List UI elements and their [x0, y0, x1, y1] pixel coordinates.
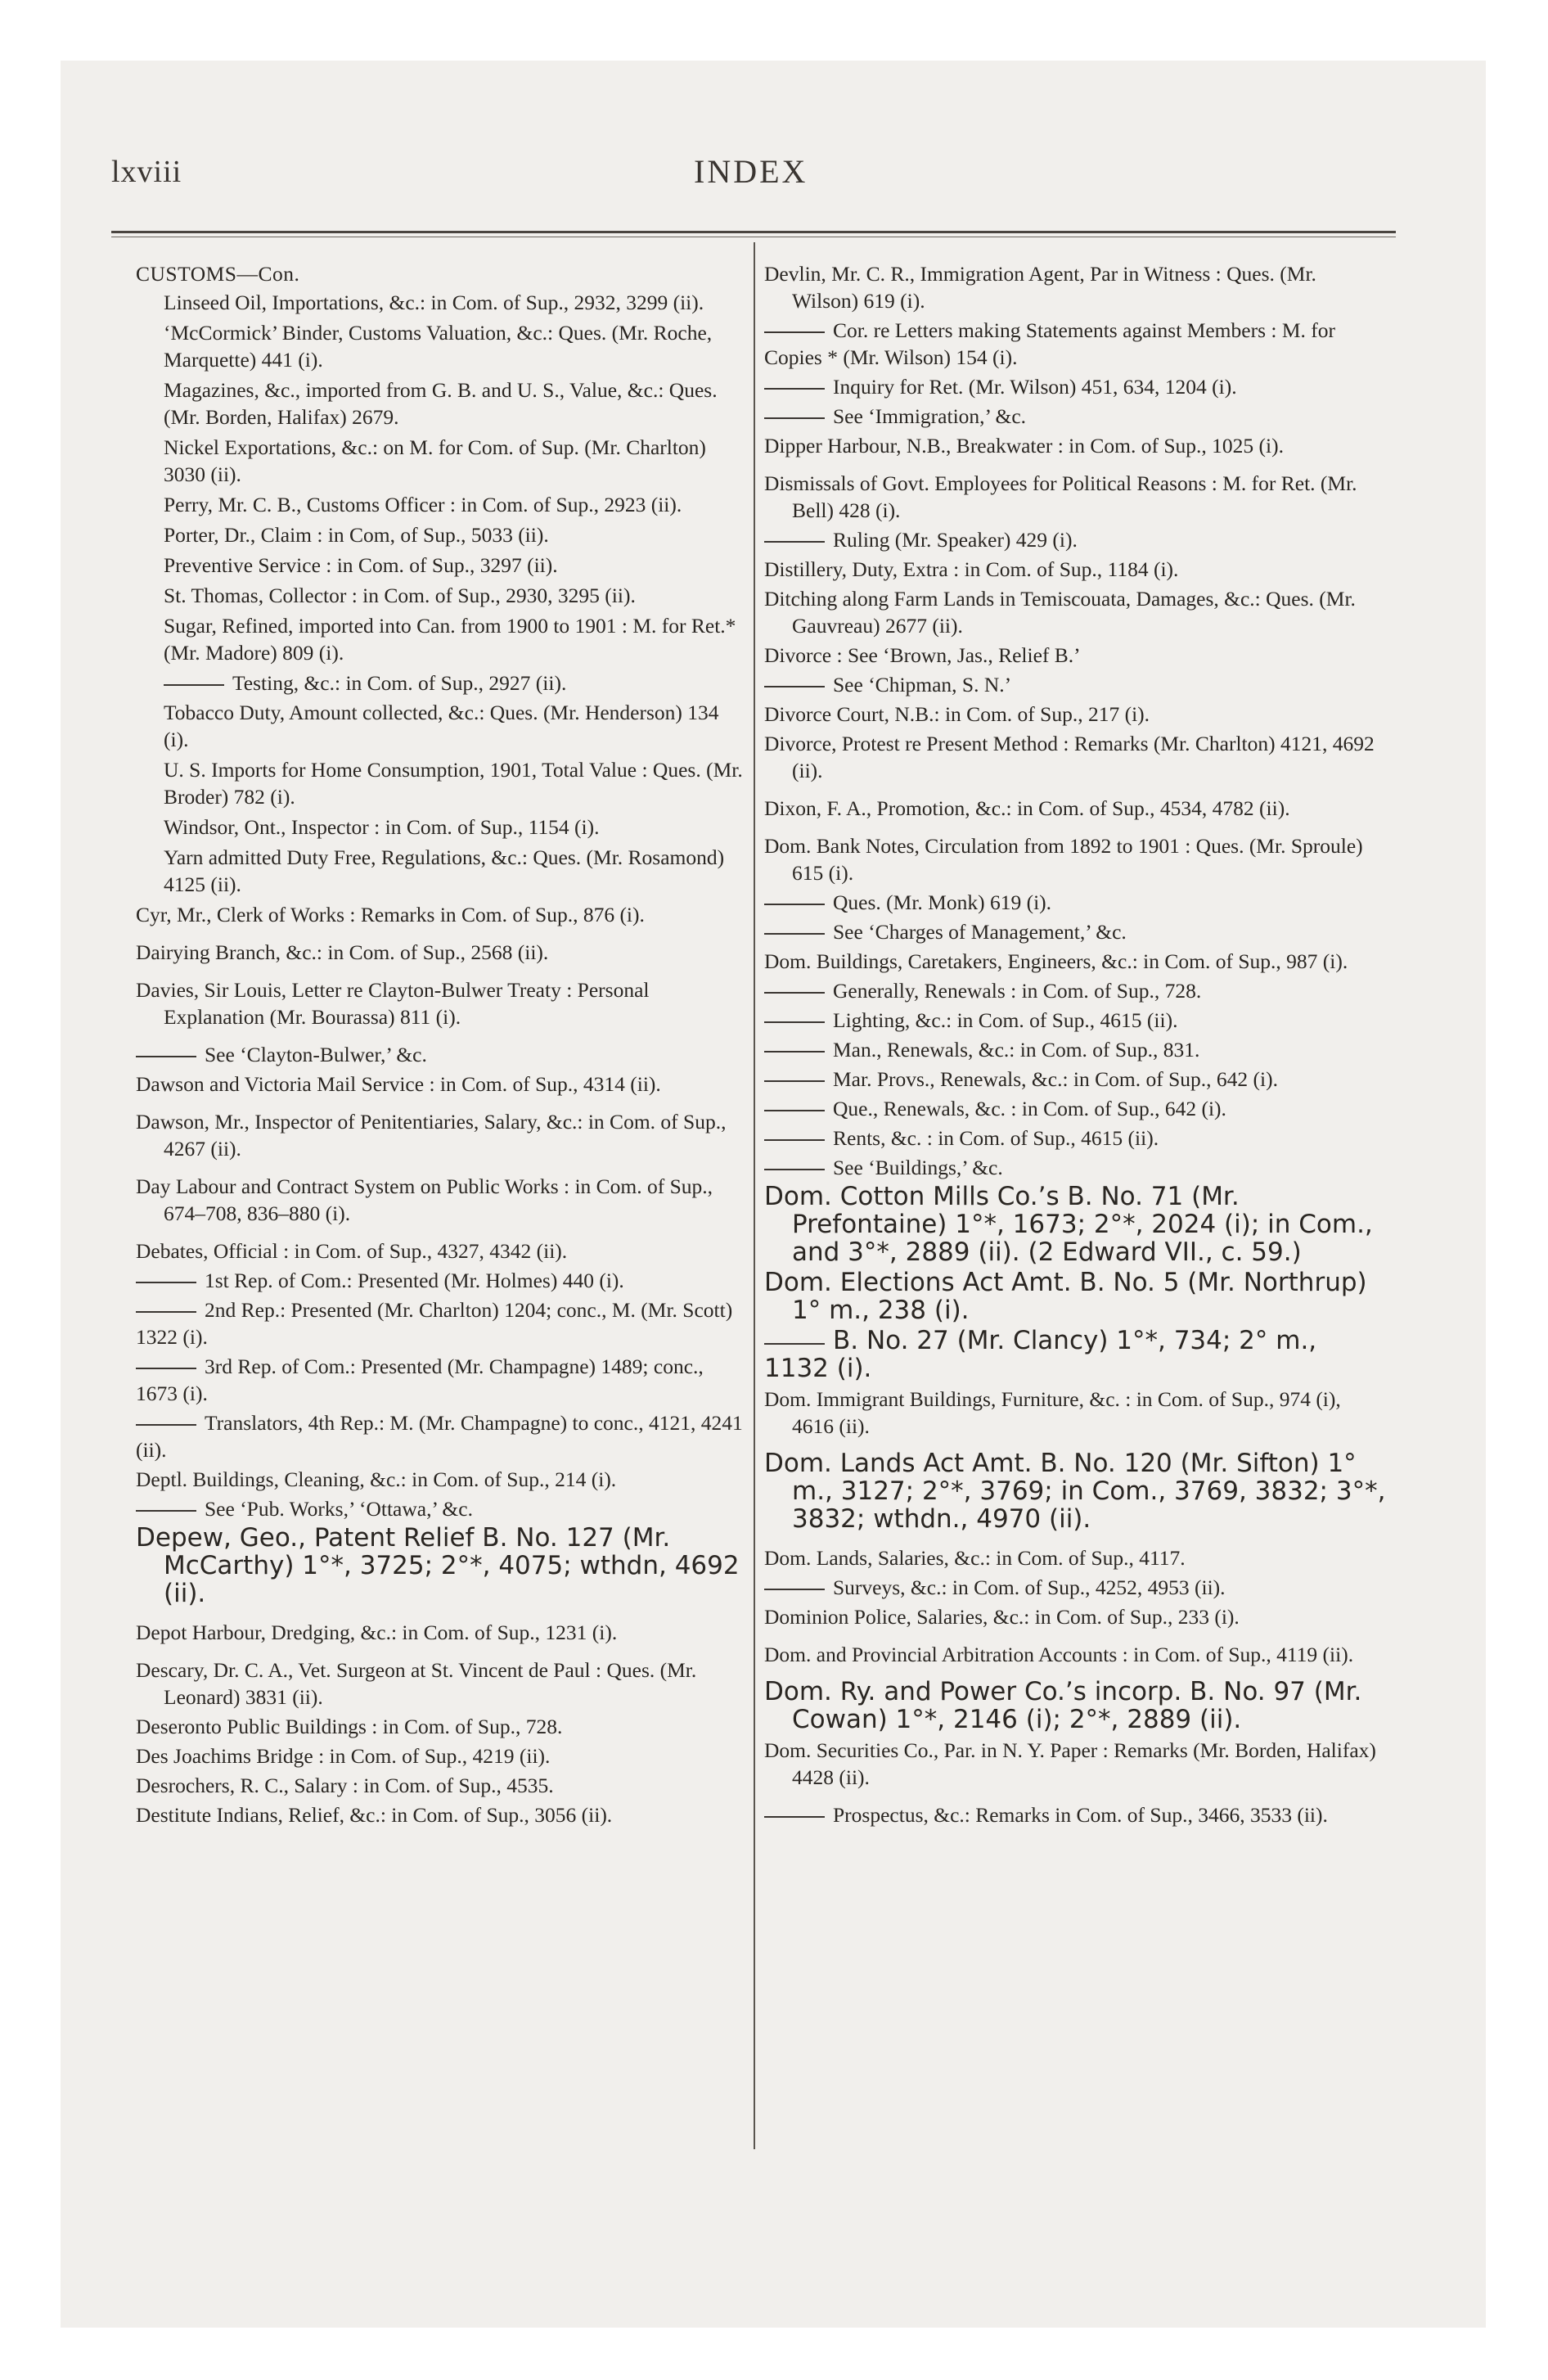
index-entry-text: Des Joachims Bridge : in Com. of Sup., 4219 (ii). — [136, 1744, 551, 1768]
ditto-dash — [764, 1169, 825, 1170]
index-entry-text: Sugar, Refined, imported into Can. from 1900 to 1901 : M. for Ret.* (Mr. Madore) 809 (i). — [164, 614, 736, 665]
ditto-dash — [136, 1424, 196, 1426]
index-entry — [764, 1036, 1386, 1063]
index-entry — [136, 699, 746, 753]
index-entry — [764, 795, 1386, 822]
index-entry — [764, 1737, 1386, 1791]
index-entry-text: Linseed Oil, Importations, &c.: in Com. of Sup., 2932, 3299 (ii). — [164, 291, 704, 314]
index-entry — [136, 1742, 746, 1769]
index-entry-text: Divorce, Protest re Present Method : Remarks (Mr. Charlton) 4121, 4692 (ii). — [764, 732, 1375, 782]
index-entry — [764, 1574, 1386, 1601]
ditto-dash — [764, 1080, 825, 1082]
index-entry-text: Dom. Elections Act Amt. B. No. 5 (Mr. Northrup) 1° m., 238 (i). — [764, 1268, 1367, 1325]
ditto-dash — [164, 684, 224, 686]
index-entry — [136, 1267, 746, 1294]
index-entry — [764, 1154, 1386, 1181]
index-entry-text: Testing, &c.: in Com. of Sup., 2927 (ii). — [232, 671, 567, 695]
index-entry-text: Dom. Cotton Mills Co.’s B. No. 71 (Mr. Prefontaine) 1°*, 1673; 2°*, 2024 (i); in Com., and 3°*, 2889 (ii). (2 Edward VII., c. 59.) — [764, 1182, 1373, 1267]
index-entry-text: Deptl. Buildings, Cleaning, &c.: in Com. of Sup., 214 (i). — [136, 1467, 617, 1491]
index-entry — [764, 918, 1386, 945]
ditto-dash — [764, 1110, 825, 1111]
index-entry — [136, 1772, 746, 1799]
index-entry — [136, 1173, 746, 1227]
index-entry-text: Mar. Provs., Renewals, &c.: in Com. of Sup., 642 (i). — [833, 1067, 1278, 1091]
index-entry — [764, 1095, 1386, 1122]
index-entry — [764, 317, 1386, 371]
index-entry-text: See ‘Charges of Management,’ &c. — [833, 920, 1127, 944]
index-entry-text: Windsor, Ont., Inspector : in Com. of Sup., 1154 (i). — [164, 815, 600, 839]
index-entry — [764, 1450, 1386, 1534]
index-entry-text: 3rd Rep. of Com.: Presented (Mr. Champagne) 1489; conc., 1673 (i). — [136, 1355, 704, 1405]
index-entry — [136, 1657, 746, 1711]
index-entry — [764, 260, 1386, 314]
index-entry — [764, 373, 1386, 400]
index-entry — [764, 730, 1386, 784]
index-entry — [136, 319, 746, 373]
index-entry — [136, 1495, 746, 1522]
index-entry-text: Lighting, &c.: in Com. of Sup., 4615 (ii). — [833, 1008, 1178, 1032]
ditto-dash — [764, 417, 825, 419]
index-entry-text: Dominion Police, Salaries, &c.: in Com. of Sup., 233 (i). — [764, 1605, 1240, 1629]
index-entry-text: B. No. 27 (Mr. Clancy) 1°*, 734; 2° m., 1132 (i). — [764, 1326, 1317, 1383]
page-title: INDEX — [694, 153, 808, 190]
index-entry-text: Depew, Geo., Patent Relief B. No. 127 (Mr. McCarthy) 1°*, 3725; 2°*, 4075; wthdn, 4692 (ii). — [136, 1523, 740, 1608]
index-entry — [764, 832, 1386, 886]
index-entry-text: Dom. and Provincial Arbitration Accounts : in Com. of Sup., 4119 (ii). — [764, 1643, 1354, 1666]
index-entry-text: U. S. Imports for Home Consumption, 1901, Total Value : Ques. (Mr. Broder) 782 (i). — [164, 758, 743, 809]
index-entry-text: Nickel Exportations, &c.: on M. for Com. of Sup. (Mr. Charlton) 3030 (ii). — [164, 435, 706, 486]
index-entry-text: Depot Harbour, Dredging, &c.: in Com. of Sup., 1231 (i). — [136, 1620, 618, 1644]
index-entry — [764, 977, 1386, 1004]
index-entry-text: 2nd Rep.: Presented (Mr. Charlton) 1204; conc., M. (Mr. Scott) 1322 (i). — [136, 1298, 733, 1349]
column-divider — [754, 242, 755, 2149]
left-entries — [136, 289, 746, 1828]
index-entry-text: Yarn admitted Duty Free, Regulations, &c.: Ques. (Mr. Rosamond) 4125 (ii). — [164, 845, 725, 896]
index-entry-text: Perry, Mr. C. B., Customs Officer : in Com. of Sup., 2923 (ii). — [164, 493, 682, 516]
index-entry — [764, 1183, 1386, 1267]
index-entry — [764, 470, 1386, 524]
index-entry — [764, 1269, 1386, 1325]
index-entry-text: See ‘Pub. Works,’ ‘Ottawa,’ &c. — [205, 1497, 473, 1521]
index-entry — [136, 669, 746, 696]
index-entry-text: Dom. Lands, Salaries, &c.: in Com. of Sup., 4117. — [764, 1546, 1186, 1570]
index-entry-text: Distillery, Duty, Extra : in Com. of Sup., 1184 (i). — [764, 557, 1179, 581]
index-entry-text: Day Labour and Contract System on Public Works : in Com. of Sup., 674–708, 836–880 (i). — [136, 1174, 713, 1225]
ditto-dash — [764, 1589, 825, 1590]
index-entry-text: Dawson and Victoria Mail Service : in Com. of Sup., 4314 (ii). — [136, 1072, 661, 1096]
ditto-dash — [136, 1282, 196, 1283]
index-entry-text: Cor. re Letters making Statements against Members : M. for Copies * (Mr. Wilson) 154 (i). — [764, 318, 1335, 369]
index-entry — [764, 432, 1386, 459]
index-entry-text: Davies, Sir Louis, Letter re Clayton-Bulwer Treaty : Personal Explanation (Mr. Bourassa) 811 (i). — [136, 978, 650, 1029]
index-entry-text: Dom. Buildings, Caretakers, Engineers, &c.: in Com. of Sup., 987 (i). — [764, 949, 1348, 973]
index-entry — [136, 976, 746, 1030]
right-column — [764, 260, 1386, 1831]
index-entry — [136, 814, 746, 841]
index-entry — [764, 1125, 1386, 1152]
index-entry-text: Ques. (Mr. Monk) 619 (i). — [833, 890, 1052, 914]
index-entry — [136, 612, 746, 666]
index-entry-text: Deseronto Public Buildings : in Com. of Sup., 728. — [136, 1715, 563, 1738]
index-entry-text: Descary, Dr. C. A., Vet. Surgeon at St. Vincent de Paul : Ques. (Mr. Leonard) 3831 (ii). — [136, 1658, 697, 1709]
index-entry — [136, 1619, 746, 1646]
index-entry — [136, 1466, 746, 1493]
index-entry — [136, 491, 746, 518]
ditto-dash — [764, 1816, 825, 1818]
index-entry-text: Destitute Indians, Relief, &c.: in Com. of Sup., 3056 (ii). — [136, 1803, 613, 1827]
ditto-dash — [136, 1056, 196, 1057]
page-number: lxviii — [111, 155, 182, 189]
index-entry-text: Porter, Dr., Claim : in Com, of Sup., 5033 (ii). — [164, 523, 549, 547]
index-entry — [764, 1679, 1386, 1734]
index-entry — [136, 901, 746, 928]
index-entry-text: St. Thomas, Collector : in Com. of Sup., 2930, 3295 (ii). — [164, 584, 636, 607]
index-entry-text: 1st Rep. of Com.: Presented (Mr. Holmes) 440 (i). — [205, 1269, 624, 1292]
index-entry-text: Divorce : See ‘Brown, Jas., Relief B.’ — [764, 643, 1081, 667]
index-entry — [764, 671, 1386, 698]
index-entry — [136, 844, 746, 898]
ditto-dash — [764, 992, 825, 994]
index-entry-text: Preventive Service : in Com. of Sup., 3297 (ii). — [164, 553, 558, 577]
index-entry — [764, 556, 1386, 583]
index-entry-text: Dismissals of Govt. Employees for Political Reasons : M. for Ret. (Mr. Bell) 428 (i). — [764, 471, 1357, 522]
index-entry-text: Dom. Bank Notes, Circulation from 1892 to 1901 : Ques. (Mr. Sproule) 615 (i). — [764, 834, 1363, 885]
index-entry-text: Tobacco Duty, Amount collected, &c.: Ques. (Mr. Henderson) 134 (i). — [164, 701, 719, 751]
index-entry-text: Que., Renewals, &c. : in Com. of Sup., 642 (i). — [833, 1097, 1226, 1120]
index-entry — [136, 1041, 746, 1068]
index-entry-text: Dawson, Mr., Inspector of Penitentiaries, Salary, &c.: in Com. of Sup., 4267 (ii). — [136, 1110, 727, 1161]
index-entry — [764, 526, 1386, 553]
ditto-dash — [764, 331, 825, 333]
index-entry-text: Dom. Securities Co., Par. in N. Y. Paper : Remarks (Mr. Borden, Halifax) 4428 (ii). — [764, 1738, 1376, 1789]
index-entry — [136, 1525, 746, 1608]
index-entry-text: Surveys, &c.: in Com. of Sup., 4252, 4953 (ii). — [833, 1575, 1226, 1599]
index-entry — [136, 756, 746, 810]
index-entry — [136, 1409, 746, 1463]
index-entry — [764, 1801, 1386, 1828]
ditto-dash — [764, 1139, 825, 1141]
index-entry-text: Desrochers, R. C., Salary : in Com. of Sup., 4535. — [136, 1774, 554, 1797]
index-entry — [764, 1327, 1386, 1383]
index-entry — [764, 1641, 1386, 1668]
ditto-dash — [136, 1311, 196, 1313]
index-entry — [764, 889, 1386, 916]
index-entry — [136, 376, 746, 430]
index-entry-text: Devlin, Mr. C. R., Immigration Agent, Par in Witness : Ques. (Mr. Wilson) 619 (i). — [764, 262, 1316, 313]
ditto-dash — [764, 904, 825, 905]
index-entry — [764, 1386, 1386, 1440]
index-entry — [136, 552, 746, 579]
index-entry — [136, 289, 746, 316]
index-entry — [764, 585, 1386, 639]
index-entry — [764, 1066, 1386, 1093]
index-entry-text: Dom. Ry. and Power Co.’s incorp. B. No. 97 (Mr. Cowan) 1°*, 2146 (i); 2°*, 2889 (ii). — [764, 1677, 1362, 1734]
index-entry — [764, 403, 1386, 430]
ditto-dash — [136, 1510, 196, 1512]
index-entry-text: Ruling (Mr. Speaker) 429 (i). — [833, 528, 1078, 552]
index-entry — [136, 1353, 746, 1407]
index-entry — [136, 1296, 746, 1350]
index-entry-text: Generally, Renewals : in Com. of Sup., 728. — [833, 979, 1202, 1003]
index-entry — [764, 1007, 1386, 1034]
index-entry-text: Dom. Immigrant Buildings, Furniture, &c. : in Com. of Sup., 974 (i), 4616 (ii). — [764, 1387, 1341, 1438]
left-column — [136, 260, 746, 1839]
ditto-dash — [136, 1368, 196, 1369]
index-entry — [136, 1237, 746, 1264]
index-entry-text: See ‘Chipman, S. N.’ — [833, 673, 1012, 696]
index-entry-text: Translators, 4th Rep.: M. (Mr. Champagne) to conc., 4121, 4241 (ii). — [136, 1411, 743, 1462]
index-entry-text: See ‘Immigration,’ &c. — [833, 404, 1027, 428]
index-entry — [136, 1801, 746, 1828]
ditto-dash — [764, 388, 825, 390]
index-entry — [136, 1108, 746, 1162]
ditto-dash — [764, 1021, 825, 1023]
ditto-dash — [764, 933, 825, 935]
index-entry — [136, 582, 746, 609]
index-entry-text: Cyr, Mr., Clerk of Works : Remarks in Com. of Sup., 876 (i). — [136, 903, 645, 926]
index-entry-text: Dipper Harbour, N.B., Breakwater : in Com. of Sup., 1025 (i). — [764, 434, 1284, 458]
ditto-dash — [764, 1051, 825, 1053]
index-entry-text: Magazines, &c., imported from G. B. and U. S., Value, &c.: Ques. (Mr. Borden, Halifax) 2679. — [164, 378, 718, 429]
index-entry-text: Prospectus, &c.: Remarks in Com. of Sup., 3466, 3533 (ii). — [833, 1803, 1328, 1827]
right-entries — [764, 260, 1386, 1828]
index-entry-text: Dairying Branch, &c.: in Com. of Sup., 2568 (ii). — [136, 940, 549, 964]
index-entry — [764, 948, 1386, 975]
index-entry-text: Rents, &c. : in Com. of Sup., 4615 (ii). — [833, 1126, 1159, 1150]
ditto-dash — [764, 541, 825, 543]
section-heading: CUSTOMS—Con. — [136, 262, 300, 286]
index-entry-text: Inquiry for Ret. (Mr. Wilson) 451, 634, 1204 (i). — [833, 375, 1237, 399]
index-entry — [136, 939, 746, 966]
index-entry-text: Divorce Court, N.B.: in Com. of Sup., 217 (i). — [764, 702, 1150, 726]
index-entry — [764, 642, 1386, 669]
index-entry-text: Dom. Lands Act Amt. B. No. 120 (Mr. Sifton) 1° m., 3127; 2°*, 3769; in Com., 3769, 3832; 3°*, 3832; wthdn., 4970 (ii). — [764, 1449, 1386, 1534]
index-entry-text: See ‘Buildings,’ &c. — [833, 1156, 1003, 1179]
ditto-dash — [764, 1343, 825, 1345]
index-entry — [136, 434, 746, 488]
index-entry-text: Ditching along Farm Lands in Temiscouata, Damages, &c.: Ques. (Mr. Gauvreau) 2677 (ii). — [764, 587, 1356, 638]
index-entry-text: ‘McCormick’ Binder, Customs Valuation, &c.: Ques. (Mr. Roche, Marquette) 441 (i). — [164, 321, 713, 372]
index-entry-text: Debates, Official : in Com. of Sup., 4327, 4342 (ii). — [136, 1239, 568, 1263]
index-entry — [136, 1713, 746, 1740]
index-entry-text: Man., Renewals, &c.: in Com. of Sup., 831. — [833, 1038, 1200, 1062]
header-rule — [111, 231, 1396, 233]
index-entry — [764, 701, 1386, 728]
index-entry-text: Dixon, F. A., Promotion, &c.: in Com. of Sup., 4534, 4782 (ii). — [764, 796, 1290, 820]
index-entry-text: See ‘Clayton-Bulwer,’ &c. — [205, 1043, 427, 1066]
index-entry — [136, 1071, 746, 1098]
index-entry — [136, 521, 746, 548]
index-entry — [764, 1603, 1386, 1630]
ditto-dash — [764, 686, 825, 687]
index-entry — [764, 1544, 1386, 1571]
